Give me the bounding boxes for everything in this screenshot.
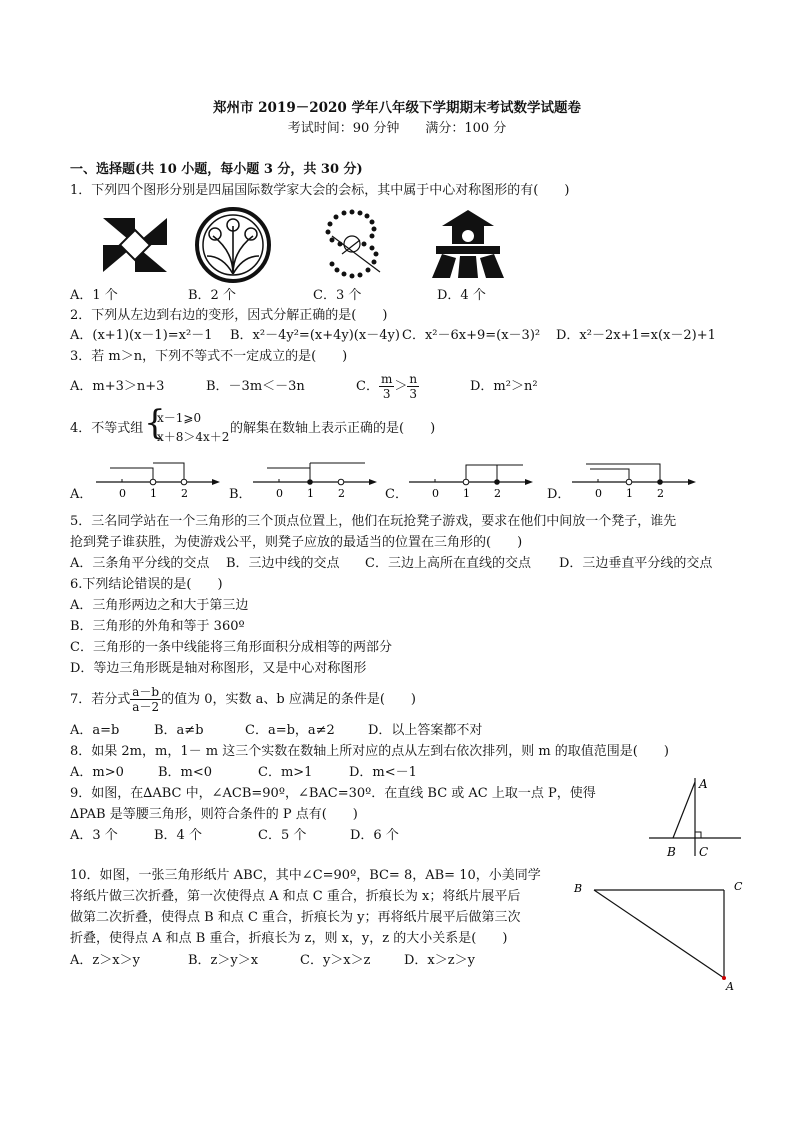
q3-option-a: A．m+3＞n+3 [70, 379, 165, 394]
tick-1: 1 [307, 487, 314, 500]
q8-stem: 8．如果 2m，m，1－ m 这三个实数在数轴上所对应的点从左到右依次排列，则 m 的取值范围是( ) [70, 744, 669, 759]
q5-option-c: C．三边上高所在直线的交点 [365, 556, 531, 571]
q4-brace: { [144, 403, 166, 443]
q10-stem-line3: 做第二次折叠，使得点 B 和点 C 重合，折痕长为 y；再将纸片展平后做第三次 [70, 910, 521, 925]
q2-option-a: A．(x+1)(x－1)=x²－1 [70, 328, 213, 343]
q5-option-a: A．三条角平分线的交点 [70, 556, 210, 571]
q1-option-b: B．2 个 [188, 288, 236, 303]
q3-option-c [356, 372, 419, 402]
tick-0: 0 [119, 487, 126, 500]
q8-option-b: B．m<0 [158, 765, 213, 780]
q5-stem-line2: 抢到凳子谁获胜，为使游戏公平，则凳子应放的最适当的位置在三角形的( ) [70, 535, 523, 550]
tick-1: 1 [463, 487, 470, 500]
section-heading: 一、选择题(共 10 小题，每小题 3 分，共 30 分) [70, 162, 363, 177]
q4-option-d: D． [547, 487, 571, 502]
label-c: C [699, 845, 709, 859]
tick-0: 0 [432, 487, 439, 500]
q10-option-d: D．x＞z＞y [404, 953, 475, 968]
q1-option-c: C．3 个 [313, 288, 362, 303]
logo-spiral-dots-figure [312, 204, 392, 284]
q1-option-a: A．1 个 [70, 288, 118, 303]
exam-info: 考试时间：90 分钟 满分：100 分 [287, 121, 507, 136]
tick-2: 2 [181, 487, 188, 500]
q4-numberline-c [405, 460, 535, 500]
q7-option-d: D．以上答案都不对 [368, 723, 483, 738]
tick-2: 2 [494, 487, 501, 500]
q3-option-c-label: C． [356, 379, 379, 394]
q3-fraction-right: $\frac{n}{3}$ [409, 372, 418, 401]
q10-option-c: C．y＞x＞z [300, 953, 371, 968]
q4-suffix: 的解集在数轴上表示正确的是( ) [230, 421, 436, 436]
q7-option-b: B．a≠b [154, 723, 204, 738]
q3-option-b: B．－3m＜－3n [206, 379, 305, 394]
q9-option-c: C．5 个 [258, 828, 307, 843]
q2-option-c: C．x²－6x+9=(x－3)² [402, 328, 541, 343]
q6-stem: 6.下列结论错误的是( ) [70, 577, 223, 592]
label-a: A [726, 980, 734, 993]
q10-stem-line1: 10．如图，一张三角形纸片 ABC，其中∠C=90º，BC= 8，AB= 10，小美同学 [70, 868, 541, 883]
q4-prefix: 4．不等式组 [70, 421, 144, 436]
q8-option-a: A．m>0 [70, 765, 124, 780]
q4-numberline-a [92, 460, 222, 500]
logo-lantern-figure [428, 206, 508, 284]
q3-option-d: D．m²＞n² [470, 379, 538, 394]
tick-2: 2 [338, 487, 345, 500]
q9-triangle-figure [645, 772, 745, 862]
q10-option-b: B．z＞y＞x [188, 953, 259, 968]
tick-0: 0 [276, 487, 283, 500]
q8-option-c: C．m>1 [258, 765, 313, 780]
q9-stem-line2: ∆PAB 是等腰三角形，则符合条件的 P 点有( ) [70, 807, 358, 822]
q10-stem-line4: 折叠，使得点 A 和点 B 重合，折痕长为 z，则 x，y，z 的大小关系是( ) [70, 931, 508, 946]
tick-0: 0 [595, 487, 602, 500]
label-a: A [699, 777, 708, 791]
q2-option-b: B．x²－4y²=(x+4y)(x－4y) [230, 328, 400, 343]
logo-pinwheel-figure [95, 210, 175, 280]
q5-option-d: D．三边垂直平分线的交点 [559, 556, 713, 571]
q3-relation: ＞ [394, 379, 408, 394]
logo-circle-figure [193, 206, 273, 284]
q8-option-d: D．m<－1 [349, 765, 417, 780]
q4-numberline-b [249, 460, 379, 500]
q6-option-c: C．三角形的一条中线能将三角形面积分成相等的两部分 [70, 640, 392, 655]
q4-system-line2: x＋8＞4x＋2 [157, 430, 230, 444]
q5-stem-line1: 5．三名同学站在一个三角形的三个顶点位置上，他们在玩抢凳子游戏，要求在他们中间放一个凳子，谁先 [70, 514, 677, 529]
q1-option-d: D．4 个 [437, 288, 486, 303]
q1-stem: 1．下列四个图形分别是四届国际数学家大会的会标，其中属于中心对称图形的有( ) [70, 183, 570, 198]
label-b: B [574, 882, 583, 895]
q7-fraction: $\frac{a-b}{a-2}$ [132, 685, 160, 714]
q10-option-a: A．z＞x＞y [70, 953, 140, 968]
q3-stem: 3．若 m＞n，下列不等式不一定成立的是( ) [70, 349, 348, 364]
q3-fraction-left: $\frac{m}{3}$ [380, 372, 393, 401]
q7-option-a: A．a=b [70, 723, 120, 738]
tick-2: 2 [657, 487, 664, 500]
q6-option-b: B．三角形的外角和等于 360º [70, 619, 245, 634]
q9-option-d: D．6 个 [350, 828, 399, 843]
q9-stem-line1: 9．如图，在∆ABC 中，∠ACB=90º，∠BAC=30º．在直线 BC 或 AC 上取一点 P，使得 [70, 786, 596, 801]
q7-option-c: C．a=b，a≠2 [245, 723, 335, 738]
q2-option-d: D．x²－2x+1=x(x－2)+1 [556, 328, 716, 343]
q5-option-b: B．三边中线的交点 [226, 556, 340, 571]
label-b: B [667, 845, 676, 859]
q9-option-a: A．3 个 [70, 828, 118, 843]
q6-option-a: A．三角形两边之和大于第三边 [70, 598, 249, 613]
q7-stem: 7．若分式 $\frac{a-b}{a-2}$ 的值为 0，实数 a、b 应满足的条件是( ) [70, 685, 417, 714]
q4-option-a: A． [70, 487, 93, 502]
q4-option-b: B． [229, 487, 252, 502]
label-c: C [734, 880, 743, 893]
page-title: 郑州市 2019－2020 学年八年级下学期期末考试数学试题卷 [212, 100, 582, 116]
q4-numberline-d [568, 460, 698, 500]
q2-stem: 2．下列从左边到右边的变形，因式分解正确的是( ) [70, 308, 388, 323]
q4-system-line1: x－1⩾0 [157, 411, 202, 425]
q10-triangle-figure [568, 874, 748, 994]
tick-1: 1 [150, 487, 157, 500]
tick-1: 1 [626, 487, 633, 500]
q9-option-b: B．4 个 [154, 828, 202, 843]
q6-option-d: D．等边三角形既是轴对称图形，又是中心对称图形 [70, 661, 367, 676]
q10-stem-line2: 将纸片做三次折叠，第一次使得点 A 和点 C 重合，折痕长为 x；将纸片展平后 [70, 889, 521, 904]
q4-option-c: C． [385, 487, 408, 502]
